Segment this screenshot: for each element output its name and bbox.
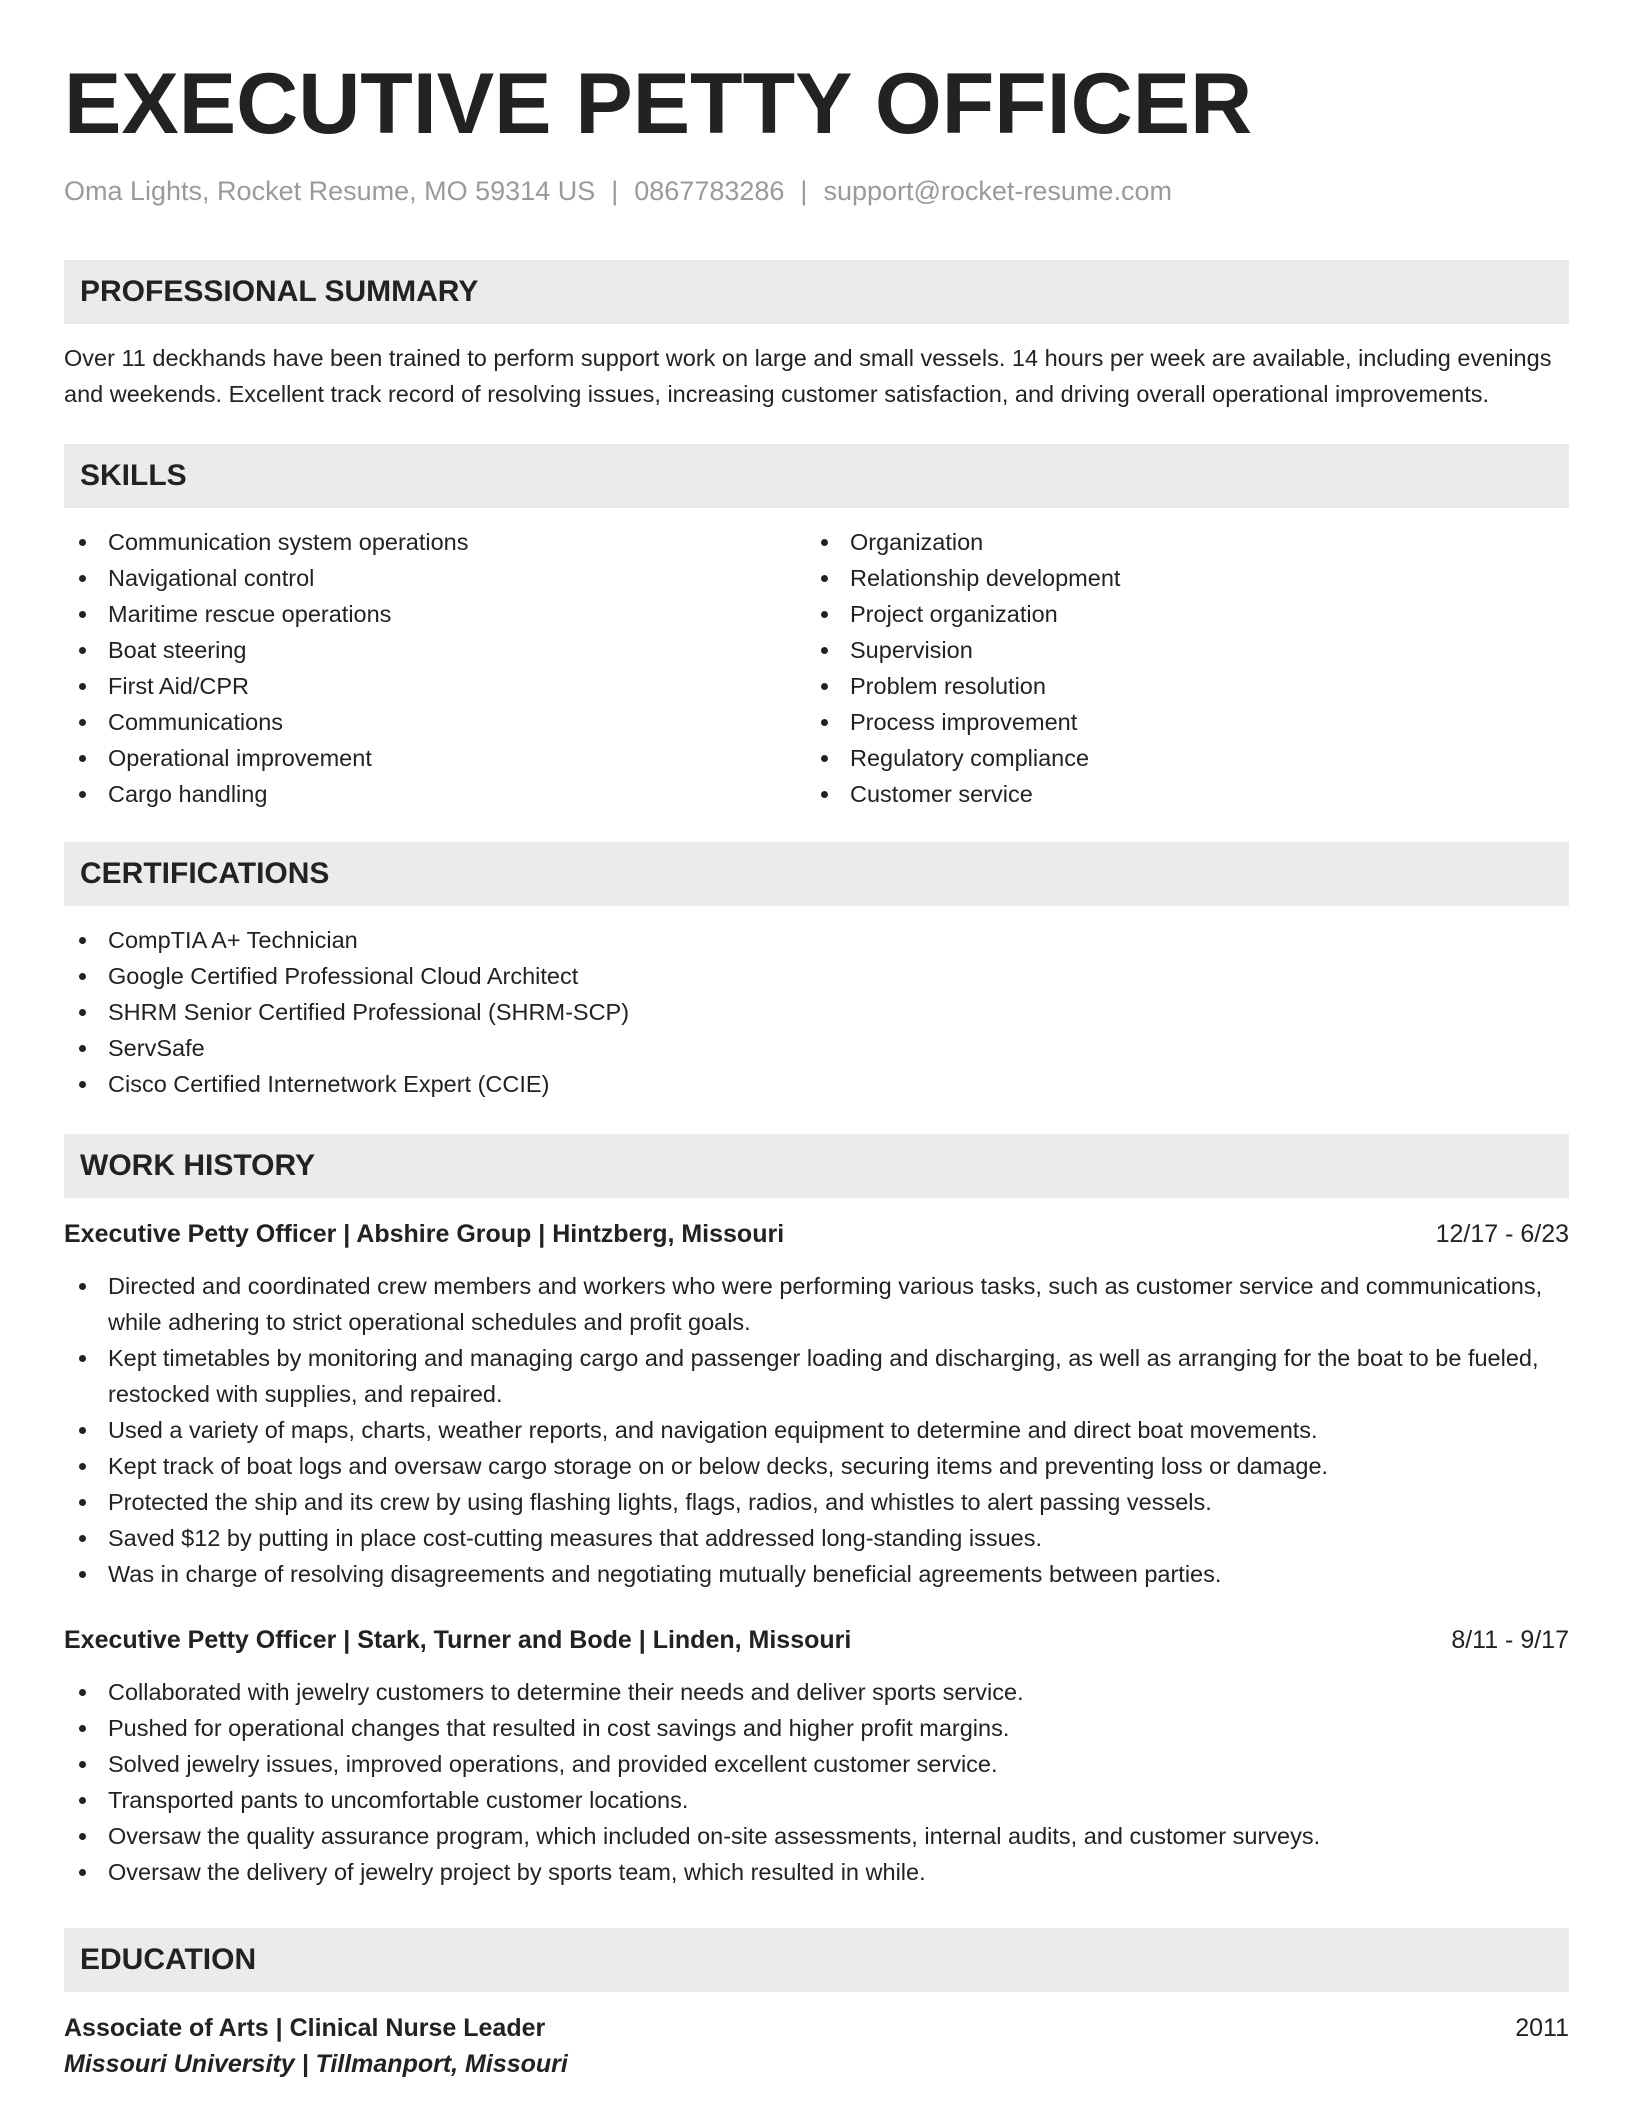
skills-list-right <box>806 524 1548 812</box>
job-entry <box>64 1216 1569 1592</box>
skill-item: Supervision <box>806 632 1548 668</box>
contact-line <box>64 174 1569 208</box>
job-header <box>64 1622 1569 1658</box>
education-header <box>64 2010 1569 2046</box>
skills-list-left <box>64 524 806 812</box>
section-header-summary: PROFESSIONAL SUMMARY <box>64 260 1569 324</box>
skill-item: First Aid/CPR <box>64 668 806 704</box>
skill-item: Communications <box>64 704 806 740</box>
skill-item: Project organization <box>806 596 1548 632</box>
job-duty: Saved $12 by putting in place cost-cutting measures that addressed long-standing issues. <box>64 1520 1569 1556</box>
skill-item: Customer service <box>806 776 1548 812</box>
contact-separator: | <box>800 176 808 206</box>
education-degree: Associate of Arts | Clinical Nurse Leader <box>64 2014 546 2042</box>
section-header-education: EDUCATION <box>64 1928 1569 1992</box>
certifications-list <box>64 922 1569 1102</box>
skill-item: Regulatory compliance <box>806 740 1548 776</box>
job-dates: 8/11 - 9/17 <box>1451 1626 1569 1654</box>
resume-page <box>64 0 1569 2082</box>
job-duties-list <box>64 1268 1569 1592</box>
section-header-work-history: WORK HISTORY <box>64 1134 1569 1198</box>
contact-address: Oma Lights, Rocket Resume, MO 59314 US <box>64 176 596 206</box>
summary-text: Over 11 deckhands have been trained to perform support work on large and small vessels. 14 hours per week are available, including evenings and weekends. Excellent track record of resolving issues, increasing customer satisfaction, and driving overall operational improvements. <box>64 345 1552 407</box>
job-duty: Pushed for operational changes that resulted in cost savings and higher profit margins. <box>64 1710 1569 1746</box>
job-duty: Collaborated with jewelry customers to determine their needs and deliver sports service. <box>64 1674 1569 1710</box>
job-duty: Directed and coordinated crew members and workers who were performing various tasks, such as customer service and communications, while adhering to strict operational schedules and profit goals. <box>64 1268 1569 1340</box>
skill-item: Communication system operations <box>64 524 806 560</box>
certification-item: ServSafe <box>64 1030 1569 1066</box>
job-duty: Transported pants to uncomfortable customer locations. <box>64 1782 1569 1818</box>
job-header <box>64 1216 1569 1252</box>
job-duties-list <box>64 1674 1569 1890</box>
contact-separator: | <box>611 176 619 206</box>
job-title: Executive Petty Officer | Abshire Group | Hintzberg, Missouri <box>64 1220 785 1248</box>
skill-item: Problem resolution <box>806 668 1548 704</box>
skill-item: Relationship development <box>806 560 1548 596</box>
contact-email: support@rocket-resume.com <box>823 176 1172 206</box>
certification-item: CompTIA A+ Technician <box>64 922 1569 958</box>
certification-item: SHRM Senior Certified Professional (SHRM-SCP) <box>64 994 1569 1030</box>
section-header-certifications: CERTIFICATIONS <box>64 842 1569 906</box>
education-year: 2011 <box>1515 2014 1569 2042</box>
contact-phone: 0867783286 <box>634 176 785 206</box>
job-duty: Was in charge of resolving disagreements and negotiating mutually beneficial agreements between parties. <box>64 1556 1569 1592</box>
job-duty: Oversaw the quality assurance program, which included on-site assessments, internal audits, and customer surveys. <box>64 1818 1569 1854</box>
skill-item: Boat steering <box>64 632 806 668</box>
certification-item: Google Certified Professional Cloud Architect <box>64 958 1569 994</box>
resume-name: EXECUTIVE PETTY OFFICER <box>64 56 1253 152</box>
skill-item: Operational improvement <box>64 740 806 776</box>
section-header-skills: SKILLS <box>64 444 1569 508</box>
skill-item: Process improvement <box>806 704 1548 740</box>
skill-item: Maritime rescue operations <box>64 596 806 632</box>
education-school: Missouri University | Tillmanport, Missouri <box>64 2050 568 2078</box>
job-title: Executive Petty Officer | Stark, Turner and Bode | Linden, Missouri <box>64 1626 852 1654</box>
job-duty: Used a variety of maps, charts, weather reports, and navigation equipment to determine and direct boat movements. <box>64 1412 1569 1448</box>
job-duty: Solved jewelry issues, improved operations, and provided excellent customer service. <box>64 1746 1569 1782</box>
job-duty: Protected the ship and its crew by using flashing lights, flags, radios, and whistles to alert passing vessels. <box>64 1484 1569 1520</box>
job-duty: Kept track of boat logs and oversaw cargo storage on or below decks, securing items and preventing loss or damage. <box>64 1448 1569 1484</box>
job-duty: Kept timetables by monitoring and managing cargo and passenger loading and discharging, as well as arranging for the boat to be fueled, restocked with supplies, and repaired. <box>64 1340 1569 1412</box>
skill-item: Cargo handling <box>64 776 806 812</box>
skill-item: Organization <box>806 524 1548 560</box>
skill-item: Navigational control <box>64 560 806 596</box>
job-entry <box>64 1622 1569 1890</box>
certification-item: Cisco Certified Internetwork Expert (CCIE) <box>64 1066 1569 1102</box>
education-entry <box>64 2010 1569 2082</box>
skills-columns <box>64 524 1569 812</box>
job-dates: 12/17 - 6/23 <box>1435 1220 1569 1248</box>
job-duty: Oversaw the delivery of jewelry project by sports team, which resulted in while. <box>64 1854 1569 1890</box>
